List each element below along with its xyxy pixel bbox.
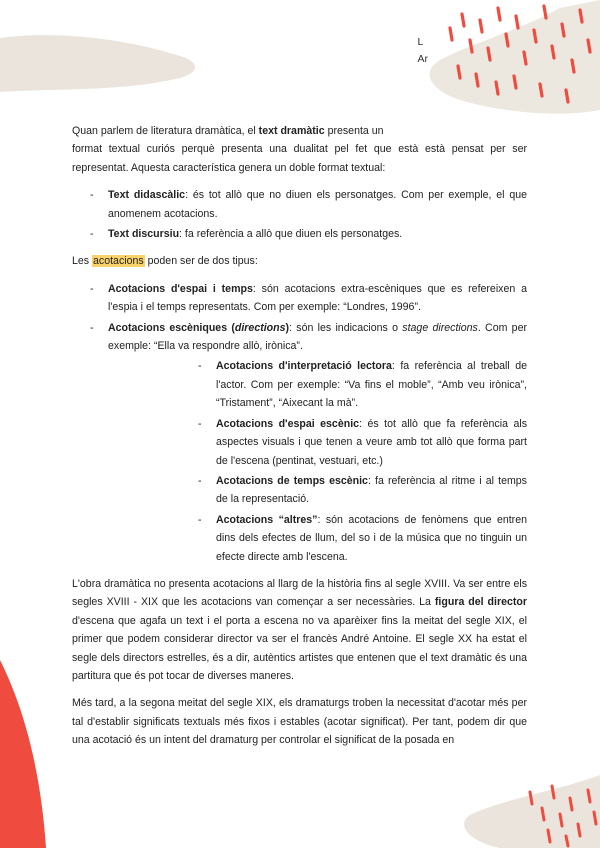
type-term-a: Acotacions escèniques ( — [108, 321, 235, 334]
subtypes-list — [108, 357, 527, 565]
types-intro-b: poden ser de dos tipus: — [144, 255, 258, 268]
history-bold-term: figura del director — [434, 596, 527, 609]
highlighted-term: acotacions — [93, 255, 144, 268]
subtype-term: Acotacions de temps escènic — [216, 474, 368, 487]
format-text: : fa referència a allò que diuen els personatges. — [179, 228, 403, 241]
format-text: : és tot allò que no diuen els personatges. Com per exemple, el que anomenem acotacions. — [108, 189, 528, 220]
subtype-text: : és tot allò que fa referència als aspectes visuals i que tenen a veure amb tot allò que forma part de l'escena (pentinat, vestuari, etc.) — [216, 417, 527, 467]
type-term — [108, 322, 289, 334]
type-text-a: : són les indicacions o — [289, 321, 403, 334]
list-item — [108, 472, 527, 509]
history-paragraph — [72, 575, 527, 685]
subtype-term: Acotacions d'interpretació lectora — [216, 360, 392, 373]
beige-brush-top-left — [0, 35, 195, 92]
list-item — [72, 186, 527, 223]
intro-text-c: presenta un — [324, 125, 384, 137]
format-list — [72, 186, 527, 243]
types-intro-a: Les — [72, 255, 93, 268]
type-text-italic: stage directions — [402, 321, 478, 334]
type-term-italic: directions — [234, 321, 286, 334]
subtype-text: : fa referència al ritme i al temps de la representació. — [216, 474, 527, 506]
list-item — [72, 319, 527, 566]
history-text-b: d'escena que agafa un text i el porta a escena no va aparèixer fins la meitat del segle XIX, el primer que podem considerar director va ser el francès André Antoine. El segle XX ha estat el segle dels directors estrelles, és a dir, autèntics artistes que entenen que el text dramàtic és una partitura que és pot tocar de diverses maneres. — [72, 614, 527, 682]
document-body — [72, 122, 527, 750]
types-list — [72, 280, 527, 566]
format-term: Text discursiu — [108, 228, 180, 241]
types-intro-paragraph — [72, 252, 527, 270]
intro-text-a: Quan parlem de literatura dramàtica, el — [72, 125, 259, 137]
header-line-2: Ar — [417, 53, 428, 65]
type-term: Acotacions d'espai i temps — [108, 282, 253, 295]
later-paragraph: Més tard, a la segona meitat del segle XIX, els dramaturgs troben la necessitat d'acotar més per tal d'establir significats textuals més fixos i estables (acotar significat). Per tant, podem dir que una acotació és un intent del dramaturg per controlar el significat de la posada en — [72, 697, 527, 747]
type-text-b: . Com per exemple: “Ella va respondre allò, irònica”. — [108, 321, 527, 353]
list-item — [108, 415, 527, 470]
list-item — [72, 280, 527, 317]
list-item — [72, 225, 527, 243]
list-item — [108, 511, 527, 566]
subtype-term: Acotacions “altres” — [216, 513, 318, 526]
history-text-a: L'obra dramàtica no presenta acotacions al llarg de la història fins al segle XVIII. Va ser entre els segles XVIII - XIX que les acotacions van començar a ser necessàries. La — [72, 577, 527, 609]
subtype-text: : fa referència al treball de l'actor. Com per exemple: “Va fins el moble”, “Amb veu irònica”, “Tristament”, “Aixecant la mà”. — [216, 360, 527, 410]
type-term-b: ) — [285, 321, 290, 334]
red-shape-bottom-left — [0, 660, 46, 848]
subtype-term: Acotacions d'espai escènic — [216, 417, 360, 430]
format-term: Text didascàlic — [108, 189, 186, 202]
type-text: : són acotacions extra-escèniques que es refereixen a l'espia i el temps representats. Com per exemple: “Londres, 1996”. — [108, 282, 527, 314]
page-header — [418, 34, 429, 68]
intro-text-d: format textual curiós perquè presenta una dualitat pel fet que està està pensat per ser representat. Aquesta característica genera un doble format textual: — [72, 143, 527, 174]
header-line-1: L — [417, 36, 424, 48]
intro-bold-term: text dramàtic — [258, 125, 325, 137]
list-item — [108, 357, 527, 412]
subtype-text: : són acotacions de fenòmens que entren dins dels efectes de llum, del so i de la música que no tinguin un efecte directe amb l'escena. — [216, 513, 527, 563]
intro-paragraph — [72, 122, 527, 177]
